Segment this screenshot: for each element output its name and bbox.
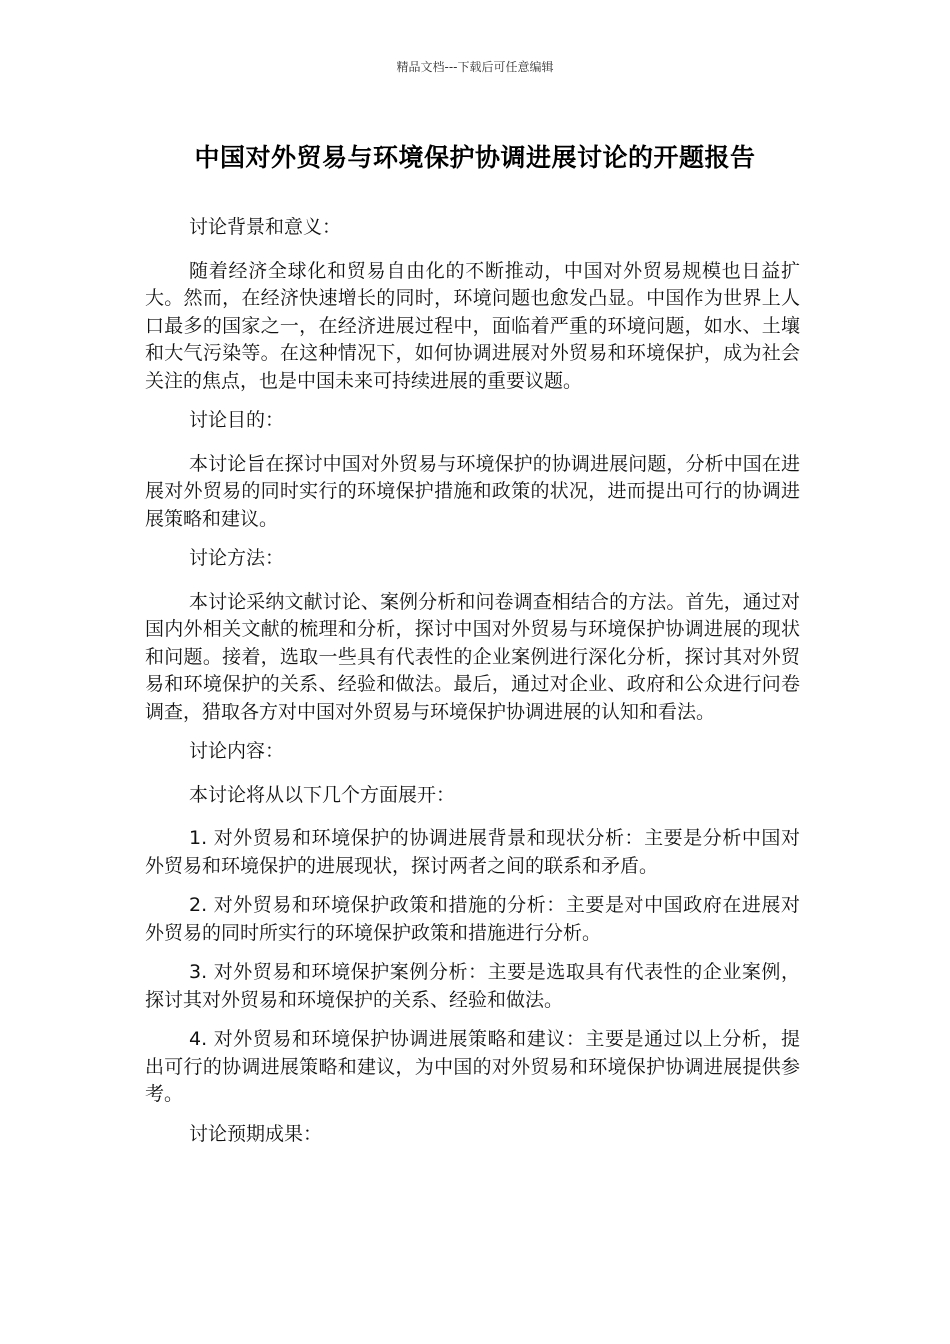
page-header: 精品文档---下载后可任意编辑 [396,60,554,74]
document-title: 中国对外贸易与环境保护协调进展讨论的开题报告 [194,143,756,172]
method-paragraph: 本讨论采纳文献讨论、案例分析和问卷调查相结合的方法。首先，通过对国内外相关文献的梳理和分析，探讨中国对外贸易与环境保护协调进展的现状和问题。接着，选取一些具有代表性的企业案例进行深化分析，探讨其对外贸易和环境保护的关系、经验和做法。最后，通过对企业、政府和公众进行问卷调查，猎取各方对中国对外贸易与环境保护协调进展的认知和看法。 [145,590,800,723]
outcome-heading: 讨论预期成果： [189,1122,323,1145]
list-item: 4. 对外贸易和环境保护协调进展策略和建议：主要是通过以上分析，提出可行的协调进展策略和建议，为中国的对外贸易和环境保护协调进展提供参考。 [145,1028,800,1105]
background-paragraph: 随着经济全球化和贸易自由化的不断推动，中国对外贸易规模也日益扩大。然而，在经济快速增长的同时，环境问题也愈发凸显。中国作为世界上人口最多的国家之一，在经济进展过程中，面临着严重的环境问题，如水、土壤和大气污染等。在这种情况下，如何协调进展对外贸易和环境保护，成为社会关注的焦点，也是中国未来可持续进展的重要议题。 [145,259,800,392]
purpose-paragraph: 本讨论旨在探讨中国对外贸易与环境保护的协调进展问题，分析中国在进展对外贸易的同时实行的环境保护措施和政策的状况，进而提出可行的协调进展策略和建议。 [145,452,800,530]
background-heading: 讨论背景和意义： [189,216,342,238]
method-heading: 讨论方法： [189,547,285,569]
list-item: 1. 对外贸易和环境保护的协调进展背景和现状分析：主要是分析中国对外贸易和环境保护的进展现状，探讨两者之间的联系和矛盾。 [145,827,800,877]
document-body [145,214,800,1164]
content-heading: 讨论内容： [189,740,285,762]
content-intro: 本讨论将从以下几个方面展开： [189,783,456,806]
list-item: 3. 对外贸易和环境保护案例分析：主要是选取具有代表性的企业案例，探讨其对外贸易和环境保护的关系、经验和做法。 [145,961,800,1011]
list-item: 2. 对外贸易和环境保护政策和措施的分析：主要是对中国政府在进展对外贸易的同时所实行的环境保护政策和措施进行分析。 [145,894,800,944]
purpose-heading: 讨论目的： [189,409,285,431]
